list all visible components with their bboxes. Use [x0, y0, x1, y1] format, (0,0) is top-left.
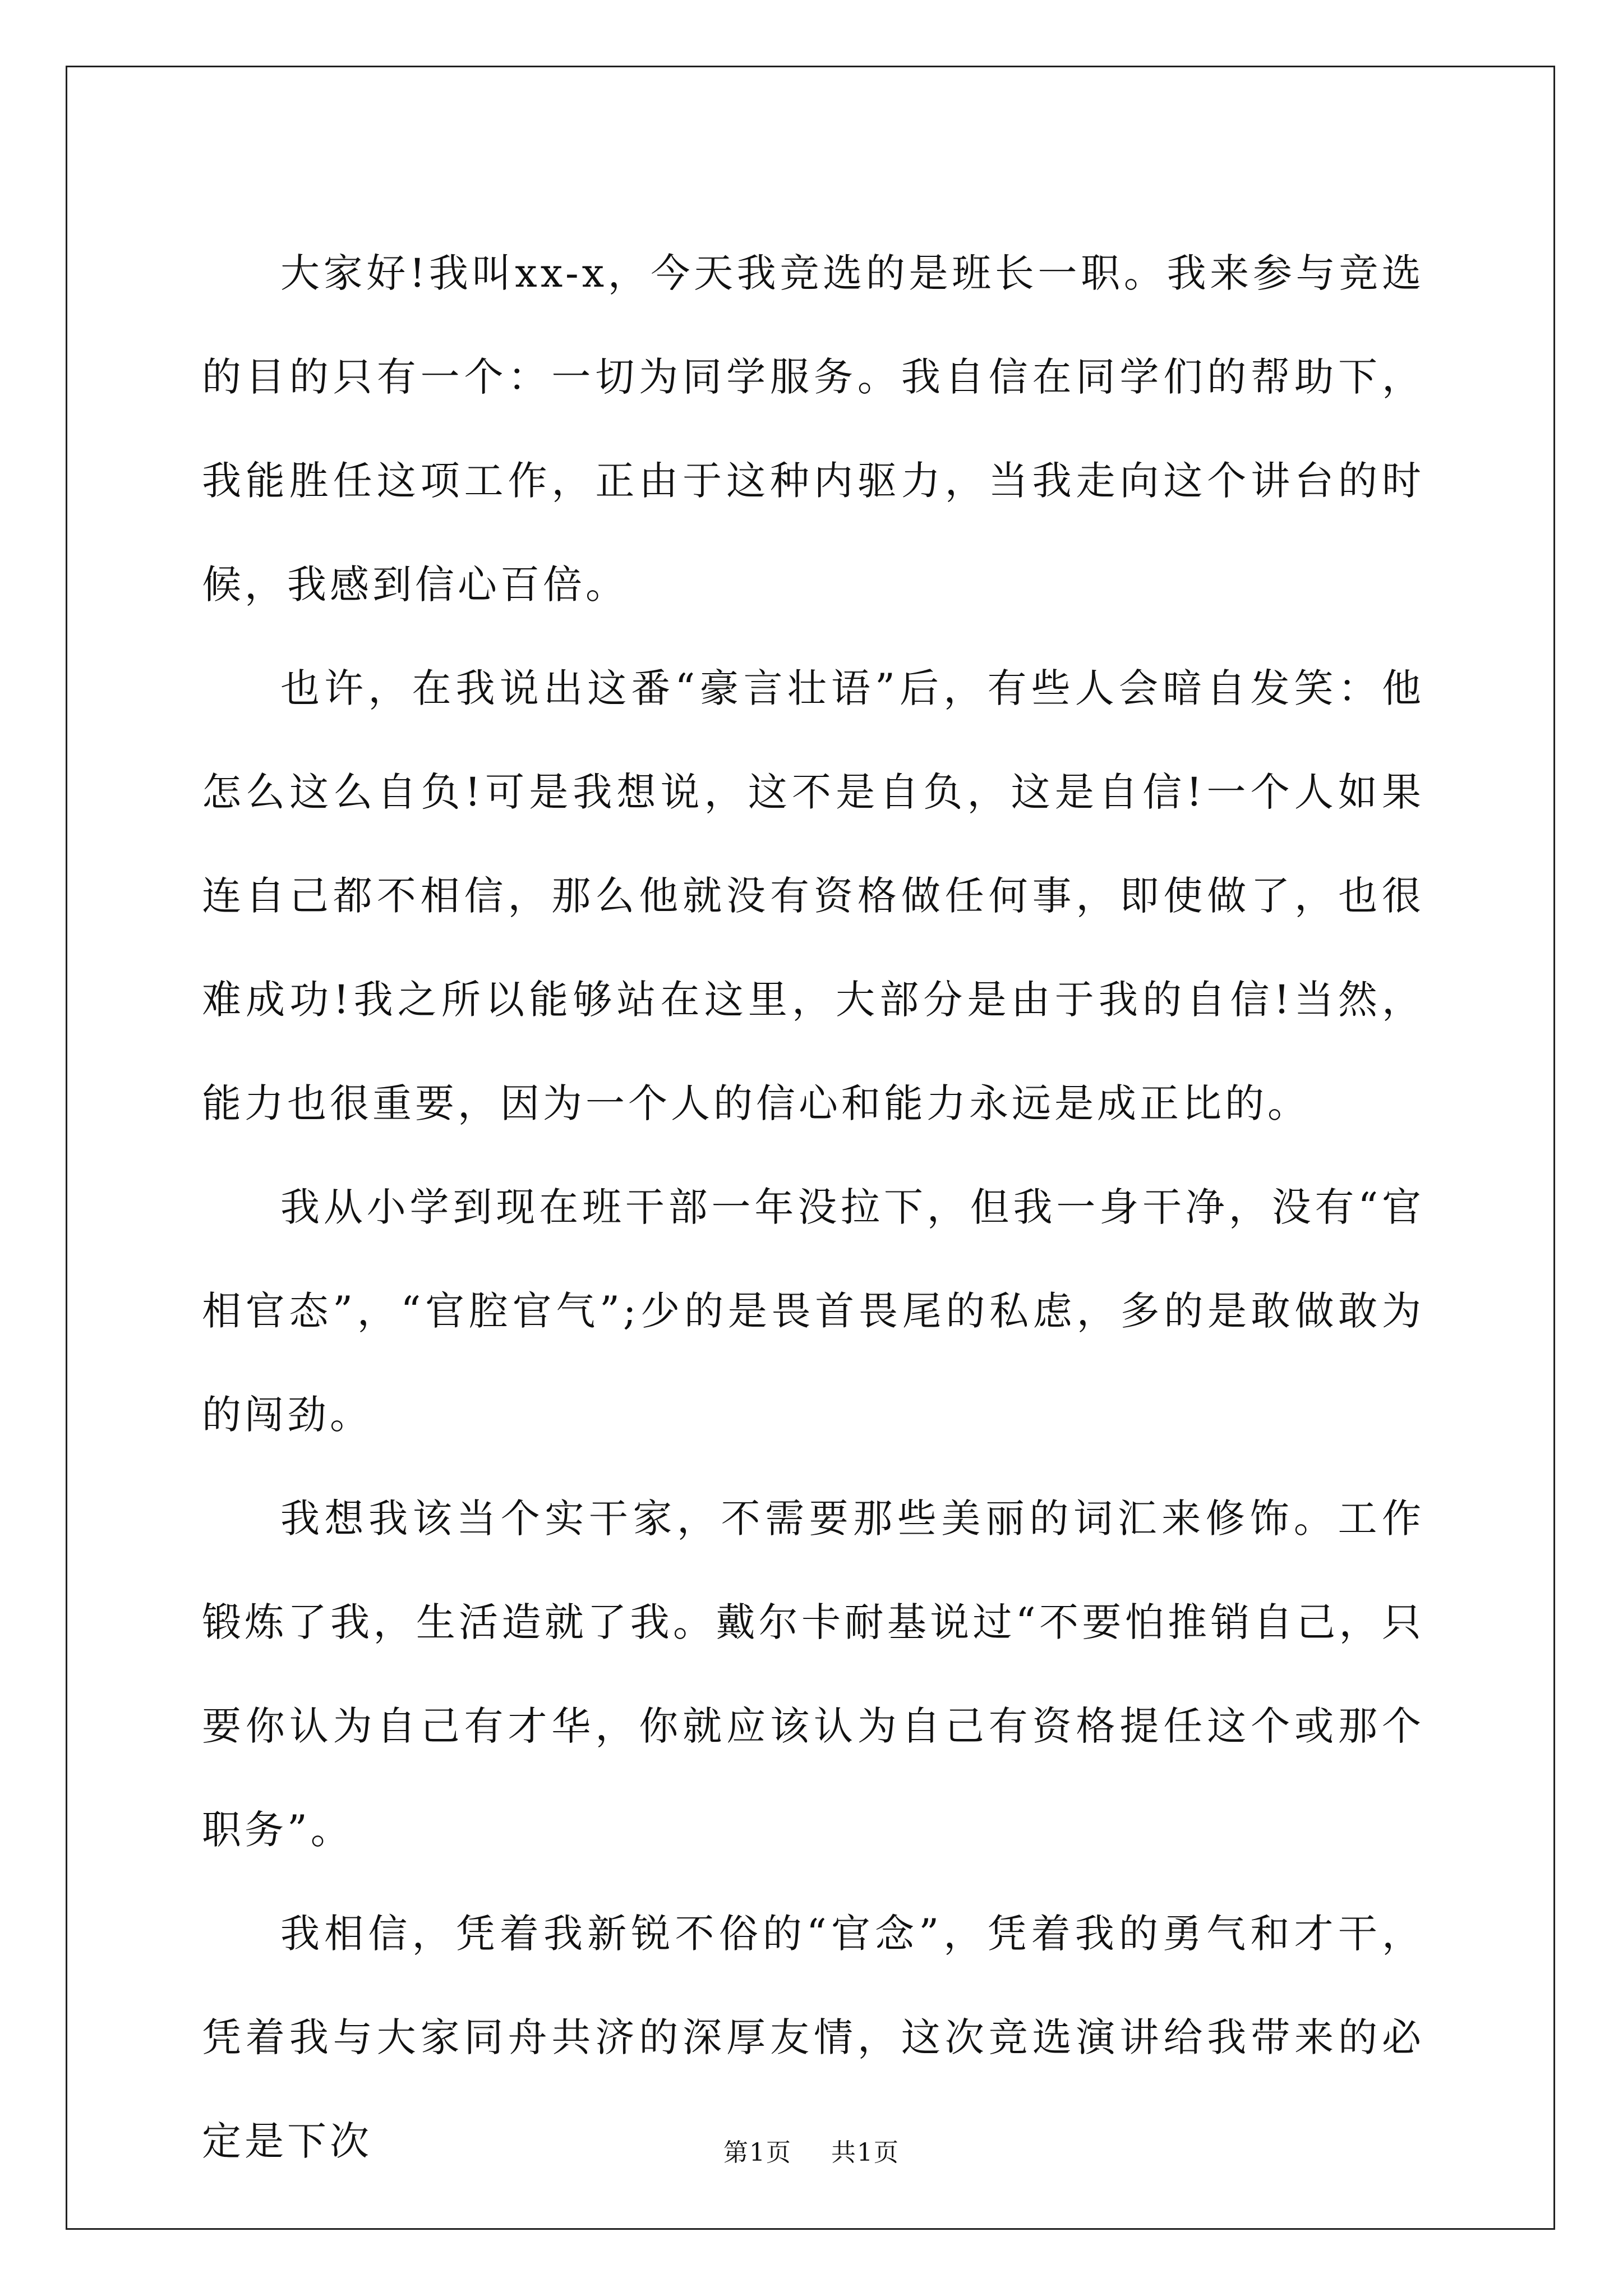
page-number: 第1页 [723, 2138, 792, 2167]
page-total: 共1页 [831, 2138, 900, 2167]
page-footer [0, 2136, 1623, 2170]
paragraph-4: 我想我该当个实干家，不需要那些美丽的词汇来修饰。工作锻炼了我，生活造就了我。戴尔卡耐基说过“不要怕推销自己，只要你认为自己有才华，你就应该认为自己有资格提任这个或那个职务”。 [202, 1496, 1424, 1853]
paragraph-1: 大家好!我叫xx-x，今天我竞选的是班长一职。我来参与竞选的目的只有一个：一切为同学服务。我自信在同学们的帮助下，我能胜任这项工作，正由于这种内驱力，当我走向这个讲台的时候，我感到信心百倍。 [202, 250, 1424, 608]
document-body [202, 222, 1424, 2193]
paragraph-2: 也许，在我说出这番“豪言壮语”后，有些人会暗自发笑：他怎么这么自负!可是我想说，这不是自负，这是自信!一个人如果连自己都不相信，那么他就没有资格做任何事，即使做了，也很难成功!我之所以能够站在这里，大部分是由于我的自信!当然，能力也很重要，因为一个人的信心和能力永远是成正比的。 [202, 665, 1424, 1126]
paragraph-3: 我从小学到现在班干部一年没拉下，但我一身干净，没有“官相官态”，“官腔官气”;少的是畏首畏尾的私虑，多的是敢做敢为的闯劲。 [202, 1184, 1424, 1438]
paragraph-5: 我相信，凭着我新锐不俗的“官念”，凭着我的勇气和才干，凭着我与大家同舟共济的深厚友情，这次竞选演讲给我带来的必定是下次 [202, 1911, 1424, 2164]
